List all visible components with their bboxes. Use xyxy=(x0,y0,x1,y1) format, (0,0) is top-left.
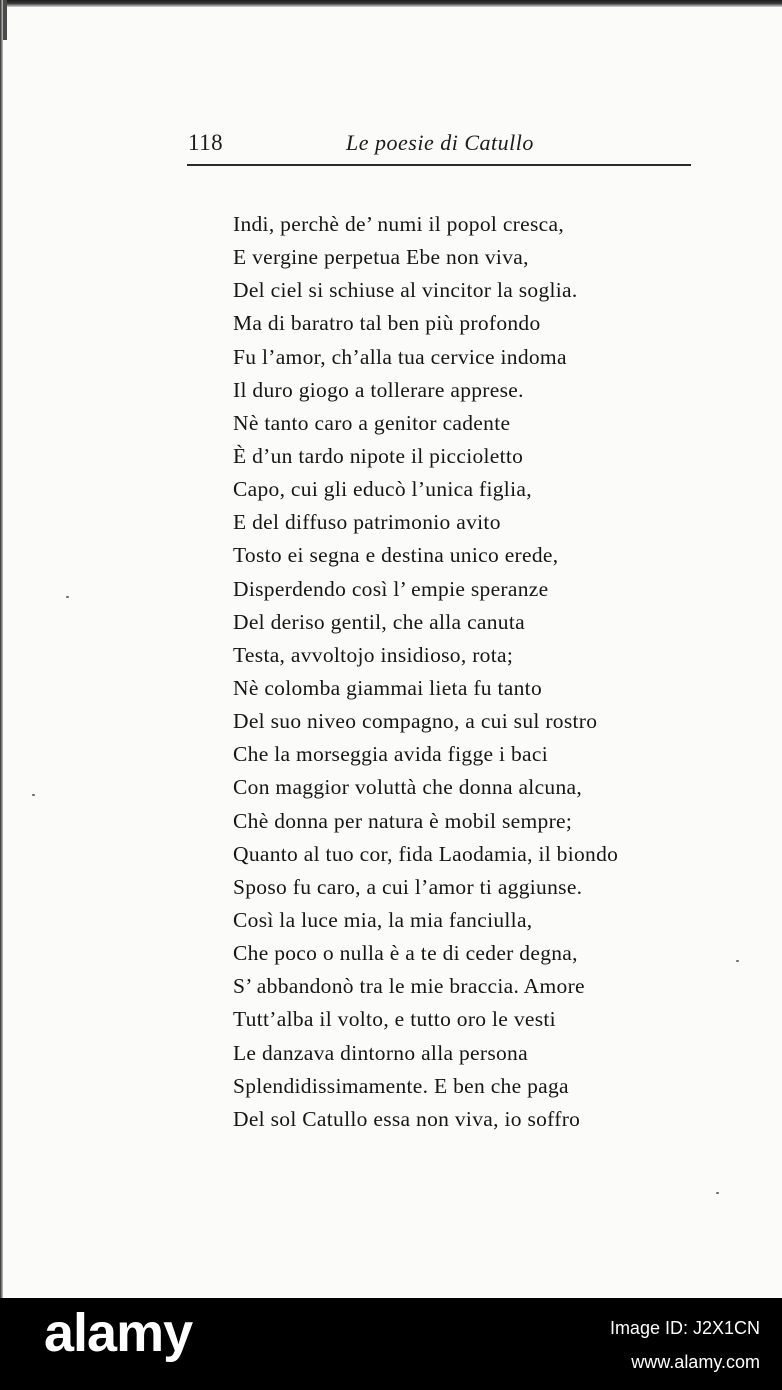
site-url: www.alamy.com xyxy=(631,1352,760,1372)
verse-line: Le danzava dintorno alla persona xyxy=(233,1040,528,1065)
verse-line: Del suo niveo compagno, a cui sul rostro xyxy=(233,709,598,734)
verse-line: Sposo fu caro, a cui l’amor ti aggiunse. xyxy=(233,874,583,899)
verse-line: Nè tanto caro a genitor cadente xyxy=(233,410,511,435)
verse-line: Splendidissimamente. E ben che paga xyxy=(233,1073,569,1098)
scan-speck xyxy=(32,794,35,796)
scan-top-edge xyxy=(0,0,782,7)
verse-line: Chè donna per natura è mobil sempre; xyxy=(233,808,573,833)
verse-line: S’ abbandonò tra le mie braccia. Amore xyxy=(233,974,585,999)
verse-line: Del ciel si schiuse al vincitor la soglia. xyxy=(233,278,578,303)
verse-line: Con maggior voluttà che donna alcuna, xyxy=(233,775,583,800)
verse-line: Indi, perchè de’ numi il popol cresca, xyxy=(233,212,564,236)
verse-line: Testa, avvoltojo insidioso, rota; xyxy=(233,642,514,667)
verse-line: Disperdendo così l’ empie speranze xyxy=(233,576,549,601)
verse-line: Tosto ei segna e destina unico erede, xyxy=(233,543,559,568)
verse-line: Tutt’alba il volto, e tutto oro le vesti xyxy=(233,1007,556,1032)
verse-line: Che poco o nulla è a te di ceder degna, xyxy=(233,941,578,966)
scan-speck xyxy=(66,596,69,598)
verse-line: Il duro giogo a tollerare apprese. xyxy=(233,377,524,402)
verse-line: Ma di baratro tal ben più profondo xyxy=(233,311,541,336)
scan-speck xyxy=(736,960,739,962)
verse-line: Che la morseggia avida figge i baci xyxy=(233,742,548,767)
verse-line: Del deriso gentil, che alla canuta xyxy=(233,609,525,634)
scan-left-edge xyxy=(0,0,3,1298)
scan-speck xyxy=(716,1192,719,1194)
verse-line: E del diffuso patrimonio avito xyxy=(233,510,501,535)
verse-line: Così la luce mia, la mia fanciulla, xyxy=(233,907,533,932)
verse-line: Nè colomba giammai lieta fu tanto xyxy=(233,675,543,700)
header-rule xyxy=(187,164,691,166)
verse-line: Quanto al tuo cor, fida Laodamia, il biondo xyxy=(233,841,619,866)
verse-block xyxy=(233,208,618,1136)
scan-edge-mark xyxy=(3,0,7,40)
verse-line: Capo, cui gli educò l’unica figlia, xyxy=(233,477,532,502)
verse-line: Fu l’amor, ch’alla tua cervice indoma xyxy=(233,344,567,369)
verse-line: Del sol Catullo essa non viva, io soffro xyxy=(233,1106,581,1131)
page-number: 118 xyxy=(188,130,224,155)
brand-logo: alamy xyxy=(44,1303,193,1363)
verse-line: E vergine perpetua Ebe non viva, xyxy=(233,245,529,270)
running-title: Le poesie di Catullo xyxy=(346,130,534,155)
image-id-label: Image ID: J2X1CN xyxy=(609,1318,760,1338)
verse-line: È d’un tardo nipote il piccioletto xyxy=(233,443,524,468)
